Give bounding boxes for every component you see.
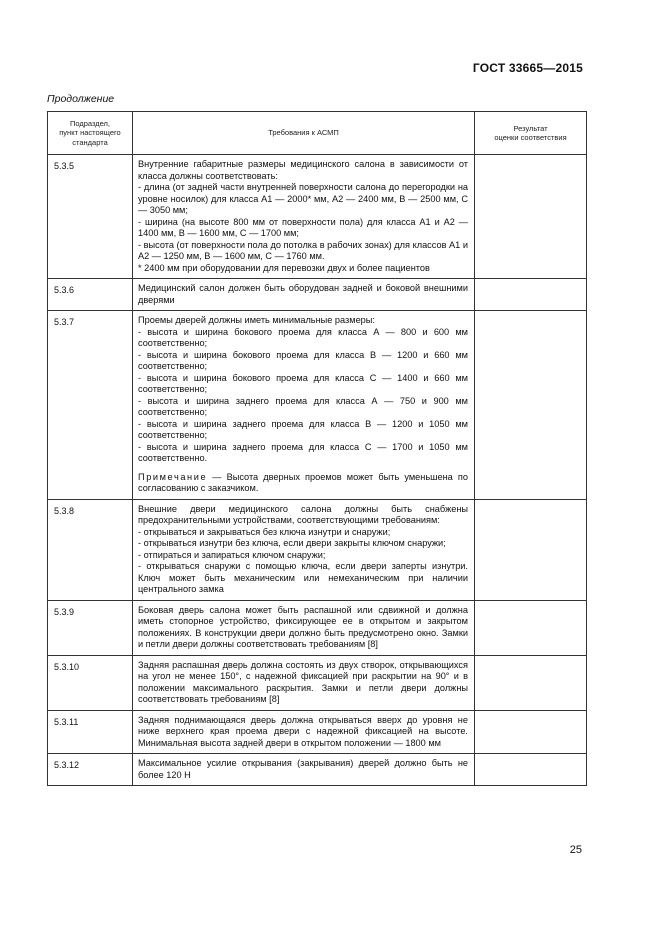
row-result	[475, 155, 587, 279]
row-code: 5.3.7	[48, 311, 133, 500]
row-code: 5.3.11	[48, 710, 133, 754]
header-result: Результат оценки соответствия	[475, 112, 587, 155]
header-requirements: Требования к АСМП	[133, 112, 475, 155]
row-code: 5.3.10	[48, 655, 133, 710]
table-header-row	[48, 112, 587, 155]
row-requirement: Максимальное усилие открывания (закрывания) дверей должно быть не более 120 Н	[133, 754, 475, 786]
row-code: 5.3.12	[48, 754, 133, 786]
document-code: ГОСТ 33665—2015	[472, 61, 583, 75]
table-row	[48, 499, 587, 600]
row-result	[475, 311, 587, 500]
table-row	[48, 600, 587, 655]
row-result	[475, 754, 587, 786]
continued-label: Продолжение	[47, 93, 115, 105]
note-text: — Высота дверных проемов может быть уменьшена по согласованию с заказчиком.	[138, 471, 468, 493]
row-result	[475, 710, 587, 754]
row-requirement: Медицинский салон должен быть оборудован задней и боковой внешними дверями	[133, 279, 475, 311]
row-result	[475, 655, 587, 710]
page-number: 25	[569, 844, 582, 856]
row-code: 5.3.8	[48, 499, 133, 600]
row-requirement: Боковая дверь салона может быть распашной или сдвижной и должна иметь стопорное устройство, фиксирующее ее в открытом и закрытом положениях. В конструкции двери должно быть предусмотрено окно. Замки и петли двери должны соответствовать требованиям [8]	[133, 600, 475, 655]
row-result	[475, 499, 587, 600]
row-requirement: Задняя поднимающаяся дверь должна открываться вверх до уровня не ниже верхнего края проема двери с надежной фиксацией на высоте. Минимальная высота задней двери в открытом положении — 1800 мм	[133, 710, 475, 754]
table-row	[48, 279, 587, 311]
row-code: 5.3.6	[48, 279, 133, 311]
row-result	[475, 600, 587, 655]
note-label: Примечание	[138, 471, 208, 482]
table-row	[48, 311, 587, 500]
row-requirement: Внутренние габаритные размеры медицинского салона в зависимости от класса должны соответствовать: - длина (от задней части внутренней поверхности салона до перегородки на уровне носилок) для класса А1 — 2000* мм, А2 — 2400 мм, В — 2500 мм, С — 3050 мм; - ширина (на высоте 800 мм от поверхности пола) для класса А1 и А2 — 1400 мм, В — 1600 мм, С — 1700 мм; - высота (от поверхности пола до потолка в рабочих зонах) для классов А1 и А2 — 1250 мм, В — 1600 мм, С — 1760 мм. * 2400 мм при оборудовании для перевозки двух и более пациентов	[133, 155, 475, 279]
table-row	[48, 155, 587, 279]
row-requirement: Проемы дверей должны иметь минимальные размеры: - высота и ширина бокового проема для класса А — 800 и 600 мм соответственно; - высота и ширина бокового проема для класса В — 1200 и 660 мм соответственно; - высота и ширина бокового проема для класса С — 1400 и 660 мм соответственно; - высота и ширина заднего проема для класса А — 750 и 900 мм соответственно; - высота и ширина заднего проема для класса В — 1200 и 1050 мм соответственно; - высота и ширина заднего проема для класса С — 1700 и 1050 мм соответственно. Примечание — Высота дверных проемов может быть уменьшена по согласованию с заказчиком.	[133, 311, 475, 500]
table-row	[48, 710, 587, 754]
row-requirement: Задняя распашная дверь должна состоять из двух створок, открывающихся на угол не менее 150°, с надежной фиксацией при раскрытии на 90° и в положении максимального раскрытия. Замки и петли двери должны соответствовать требованиям [8]	[133, 655, 475, 710]
row-requirement: Внешние двери медицинского салона должны быть снабжены предохранительными устройствами, соответствующими требованиям: - открываться и закрываться без ключа изнутри и снаружи; - открываться изнутри без ключа, если двери закрыты ключом снаружи; - отпираться и запираться ключом снаружи; - открываться снаружи с помощью ключа, если двери заперты изнутри. Ключ может быть механическим или немеханическим при наличии центрального замка	[133, 499, 475, 600]
row-code: 5.3.9	[48, 600, 133, 655]
header-section: Подраздел, пункт настоящего стандарта	[48, 112, 133, 155]
row-code: 5.3.5	[48, 155, 133, 279]
requirements-table	[47, 111, 587, 786]
row-note	[138, 472, 468, 495]
table-row	[48, 655, 587, 710]
table-row	[48, 754, 587, 786]
row-result	[475, 279, 587, 311]
